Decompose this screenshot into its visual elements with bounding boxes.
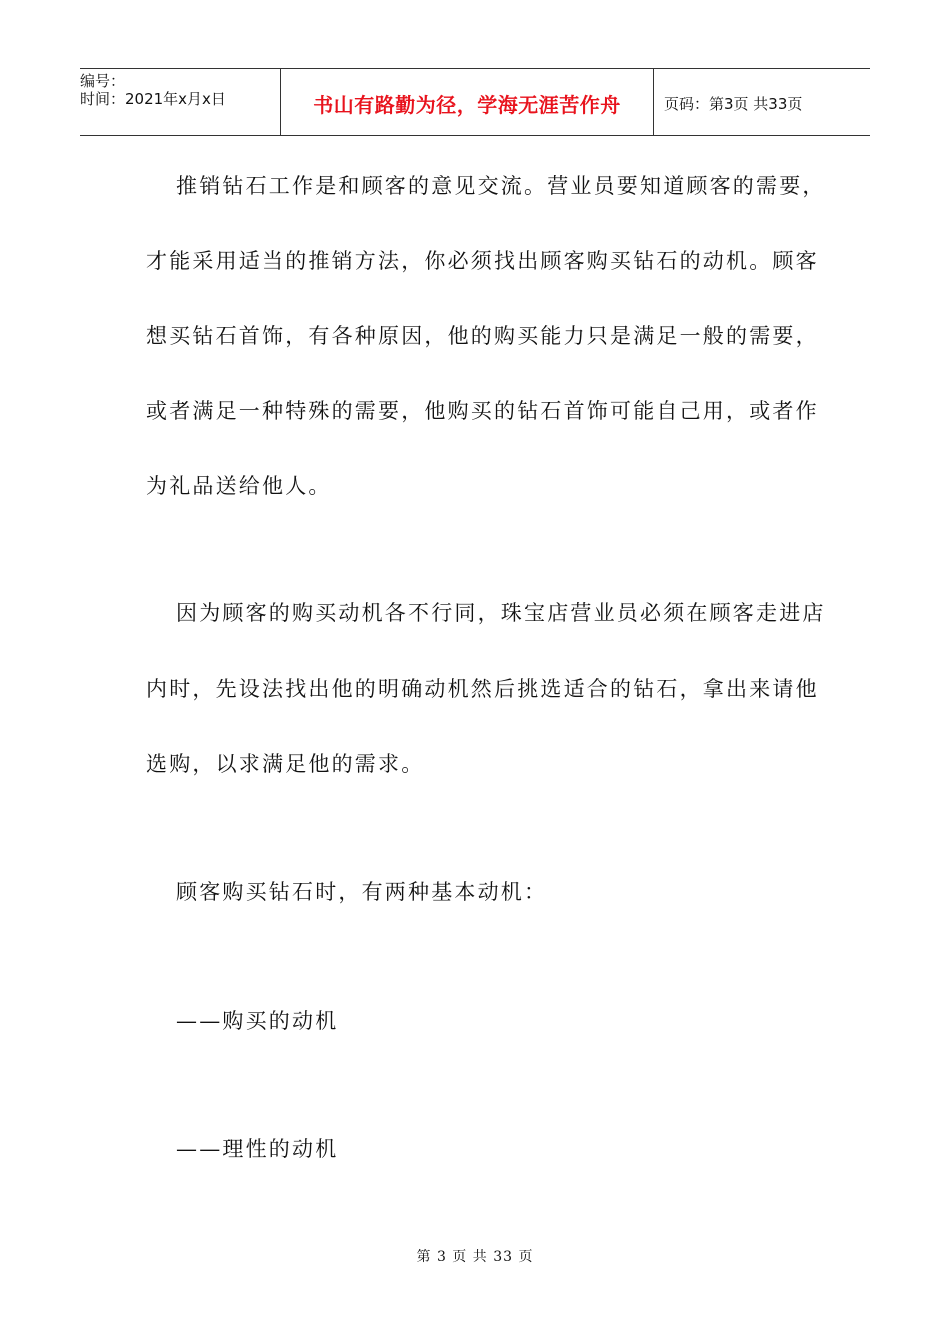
- paragraph-line: 因为顾客的购买动机各不行同，珠宝店营业员必须在顾客走进店: [176, 601, 826, 625]
- paragraph-line: 内时，先设法找出他的明确动机然后挑选适合的钻石，拿出来请他: [146, 677, 819, 701]
- paragraph-line: 才能采用适当的推销方法，你必须找出顾客购买钻石的动机。顾客: [146, 249, 819, 273]
- paragraph-line: 为礼品送给他人。: [146, 474, 332, 498]
- motive-item: ——购买的动机: [176, 1009, 339, 1033]
- page-header: [80, 68, 870, 136]
- paragraph-line: 或者满足一种特殊的需要，他购买的钻石首饰可能自己用，或者作: [146, 399, 819, 423]
- page-info: 页码：第3页 共33页: [664, 94, 803, 113]
- paragraph-line: 顾客购买钻石时，有两种基本动机：: [176, 880, 548, 904]
- motto: 书山有路勤为径，学海无涯苦作舟: [313, 92, 621, 117]
- motive-item: ——理性的动机: [176, 1137, 339, 1161]
- paragraph-line: 推销钻石工作是和顾客的意见交流。营业员要知道顾客的需要，: [176, 174, 826, 198]
- header-meta: [80, 69, 280, 135]
- page-footer: 第 3 页 共 33 页: [416, 1249, 534, 1265]
- document-date: 时间：2021年x月x日: [80, 90, 226, 108]
- header-page-cell: [654, 69, 870, 135]
- document-number-label: 编号：: [80, 72, 126, 90]
- header-motto-cell: [280, 69, 654, 135]
- paragraph-line: 想买钻石首饰，有各种原因，他的购买能力只是满足一般的需要，: [146, 324, 819, 348]
- paragraph-line: 选购，以求满足他的需求。: [146, 752, 425, 776]
